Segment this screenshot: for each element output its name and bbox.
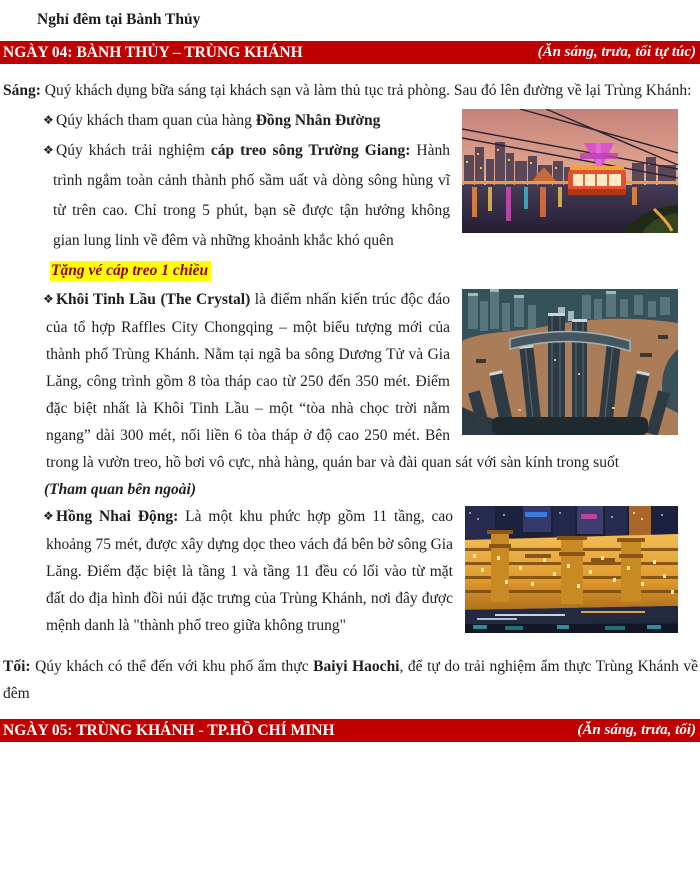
day4-body-flow <box>3 106 698 707</box>
gift-note-highlight: Tặng vé cáp treo 1 chiều <box>50 261 211 281</box>
bullet4-text: Là một khu phức hợp gồm 11 tầng, cao khoảng 75 mét, được xây dựng dọc theo vách đá bên bờ sông Gia Lăng. Điểm đặc biệt là tầng 1 và tầng 11 đều có lối vào từ mặt đất do địa hình đồi núi đặc trưng của Trùng Khánh, nơi đây được mệnh danh là "thành phố treo giữa không trung" <box>46 508 453 634</box>
raffles-city-photo <box>462 289 678 435</box>
day4-meals-note: (Ăn sáng, trưa, tối tự túc) <box>537 44 696 60</box>
bullet2-text-rest: Hành trình ngắm toàn cảnh thành phố sầm uất và dòng sông hùng vĩ từ trên cao. Chỉ trong 5 phút, bạn sẽ được tận hưởng không gian lung linh về đêm và những khoảnh khắc khó quên <box>53 142 450 249</box>
raffles-city-illustration <box>462 289 678 435</box>
evening-label: Tối: <box>3 658 31 675</box>
cable-car-illustration <box>462 109 678 233</box>
day5-meals-note: (Ăn sáng, trưa, tối) <box>577 722 696 738</box>
evening-text-pre: Qúy khách có thể đến với khu phố ẩm thực <box>30 658 314 675</box>
bullet-icon: ❖ <box>43 113 54 127</box>
bullet-icon: ❖ <box>43 143 54 157</box>
hongya-cave-illustration <box>465 506 678 633</box>
bullet1-text: Qúy khách tham quan của hàng <box>56 112 256 129</box>
day5-title: NGÀY 05: TRÙNG KHÁNH - TP.HỒ CHÍ MINH <box>3 721 335 739</box>
bullet-icon: ❖ <box>43 509 54 523</box>
day4-title: NGÀY 04: BÀNH THỦY – TRÙNG KHÁNH <box>3 43 303 61</box>
day5-header-bar <box>0 719 700 742</box>
gift-note-line <box>3 256 698 286</box>
morning-text: Quý khách dụng bữa sáng tại khách sạn và làm thủ tục trả phòng. Sau đó lên đường về lại Trùng Khánh: <box>40 82 692 99</box>
evening-paragraph <box>3 653 698 707</box>
evening-text-rest: , để tự do trải nghiệm ẩm thực Trùng Khánh về đêm <box>3 658 698 702</box>
bullet2-text-pre: Qúy khách trải nghiệm <box>56 142 211 159</box>
bullet3-text: là điểm nhấn kiến trúc độc đáo của tổ hợp Raffles City Chongqing – một biểu tượng mới của thành phố Trùng Khánh. Nằm tại ngã ba sông Dương Tử và Gia Lăng, công trình gồm 8 tòa tháp cao từ 250 đến 350 mét. Điểm đặc biệt nhất là Khôi Tinh Lầu – một “tòa nhà chọc trời nằm ngang” dài 300 mét, nối liền 6 tòa tháp ở độ cao 250 mét. Bên trong là vườn treo, hồ bơi vô cực, nhà hàng, quán bar và đài quan sát với sàn kính trong suốt <box>46 291 620 471</box>
bullet2-bold: cáp treo sông Trường Giang: <box>210 142 411 159</box>
overnight-note: Nghỉ đêm tại Bành Thủy <box>37 11 201 28</box>
bullet4-bold: Hồng Nhai Động: <box>56 508 179 525</box>
morning-label: Sáng: <box>3 82 41 99</box>
outside-visit-note: (Tham quan bên ngoài) <box>44 481 197 498</box>
morning-paragraph <box>3 76 698 106</box>
day4-content <box>0 76 700 707</box>
cable-car-photo <box>462 109 678 233</box>
bullet3-bold: Khôi Tinh Lầu (The Crystal) <box>56 291 251 308</box>
day4-header-bar <box>0 41 700 64</box>
evening-bold: Baiyi Haochi <box>313 658 400 675</box>
hongya-cave-photo <box>465 506 678 633</box>
bullet-icon: ❖ <box>43 292 54 306</box>
bullet1-bold: Đồng Nhân Đường <box>255 112 381 129</box>
